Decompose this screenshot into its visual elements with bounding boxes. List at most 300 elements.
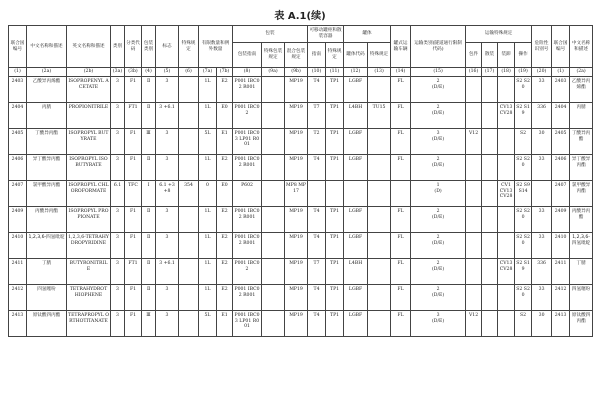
cn-name-cell: 丁酸异丙酯 (27, 129, 67, 155)
st-packages-cell (466, 77, 482, 103)
st-operation-cell: S2 S19 (515, 259, 532, 285)
st-packages-cell: V12 (466, 311, 482, 337)
header-packing-group: 包装类别 (142, 26, 156, 68)
page-title: 表 A.1(续) (274, 11, 326, 22)
transport-category-value: 3 (436, 313, 440, 318)
tank-special-cell (368, 259, 391, 285)
column-number: (1) (552, 68, 570, 77)
pt-instructions-cell: T4 (308, 207, 326, 233)
header-tank-code: 罐体代码 (344, 43, 368, 68)
un-number-repeat-cell: 2409 (552, 207, 570, 233)
en-name-cell: ISOPROPENYL ACETATE (67, 77, 111, 103)
cn-name-cell: 原钛酸四丙酯 (27, 311, 67, 337)
pkg-special-cell (262, 181, 285, 207)
st-bulk-cell (482, 129, 498, 155)
hazard-id-cell: 33 (532, 285, 552, 311)
un-number-cell: 2410 (9, 233, 27, 259)
pt-instructions-cell: T4 (308, 233, 326, 259)
un-number-cell: 2411 (9, 259, 27, 285)
tank-code-cell: LGBF (344, 207, 368, 233)
st-operation-cell: S2 (515, 311, 532, 337)
column-number: (14) (391, 68, 411, 77)
class-code-cell: F1 (125, 155, 142, 181)
pkg-instructions-cell: P001 IBC02 R001 (233, 233, 262, 259)
header-special-provisions: 特殊规定 (179, 26, 199, 68)
column-number: (5) (156, 68, 179, 77)
table-row (9, 77, 593, 103)
labels-cell: 3 (156, 129, 179, 155)
class-code-cell: F1 (125, 129, 142, 155)
column-number: (2a) (570, 68, 593, 77)
tank-code-cell: LGBF (344, 77, 368, 103)
cn-name-repeat-cell: 丙腈 (570, 103, 593, 129)
excepted-qty-cell: E2 (217, 233, 233, 259)
pt-special-cell: TP1 (326, 77, 344, 103)
special-provisions-cell (179, 77, 199, 103)
un-number-cell: 2413 (9, 311, 27, 337)
special-provisions-cell (179, 233, 199, 259)
tunnel-code-value: (D/E) (431, 110, 445, 116)
st-loading-cell (498, 233, 515, 259)
column-number: (2b) (67, 68, 111, 77)
mixed-packing-cell: MP19 (285, 103, 308, 129)
column-number: (3b) (125, 68, 142, 77)
limited-qty-cell: 1L (199, 233, 217, 259)
column-number-row (9, 68, 593, 77)
header-class: 类别 (111, 26, 125, 68)
vehicle-type-cell: FL (391, 155, 411, 181)
class-cell: 3 (111, 129, 125, 155)
class-cell: 3 (111, 207, 125, 233)
st-loading-cell (498, 207, 515, 233)
column-number: (19) (515, 68, 532, 77)
st-operation-cell: S2 S20 (515, 285, 532, 311)
header-cn-name-repeat: 中文名称和描述 (570, 26, 593, 68)
class-cell: 3 (111, 155, 125, 181)
pkg-instructions-cell: P001 IBC02 (233, 259, 262, 285)
tank-code-cell: L4BH (344, 259, 368, 285)
un-number-cell: 2403 (9, 77, 27, 103)
limited-qty-cell: 5L (199, 311, 217, 337)
st-operation-cell: S2 S20 (515, 207, 532, 233)
transport-category-cell (411, 285, 466, 311)
labels-cell: 3 (156, 311, 179, 337)
class-cell: 3 (111, 285, 125, 311)
excepted-qty-cell: E2 (217, 207, 233, 233)
limited-qty-cell: 1L (199, 285, 217, 311)
special-provisions-cell (179, 311, 199, 337)
transport-category-value: 2 (436, 261, 440, 266)
un-number-repeat-cell: 2405 (552, 129, 570, 155)
header-tank-special: 特殊规定 (368, 43, 391, 68)
special-provisions-cell (179, 285, 199, 311)
st-bulk-cell (482, 259, 498, 285)
pkg-instructions-cell: P001 IBC02 (233, 103, 262, 129)
packing-group-cell: Ⅱ (142, 285, 156, 311)
un-number-repeat-cell: 2412 (552, 285, 570, 311)
header-st-loading: 装卸 (498, 43, 515, 68)
mixed-packing-cell: MP19 (285, 285, 308, 311)
header-un-no-repeat: 联合国编号 (552, 26, 570, 68)
transport-category-value: 3 (436, 131, 440, 136)
pt-special-cell: TP1 (326, 311, 344, 337)
limited-qty-cell: 1L (199, 155, 217, 181)
header-class-code: 分类代码 (125, 26, 142, 68)
tank-code-cell (344, 181, 368, 207)
column-number: (18) (498, 68, 515, 77)
header-st-packages: 包件 (466, 43, 482, 68)
en-name-cell: ISOPROPYL BUTYRATE (67, 129, 111, 155)
special-provisions-cell (179, 103, 199, 129)
mixed-packing-cell: MP19 (285, 129, 308, 155)
cn-name-repeat-cell: 原钛酸四丙酯 (570, 311, 593, 337)
en-name-cell: ISOPROPYL ISOBUTYRATE (67, 155, 111, 181)
class-cell: 3 (111, 77, 125, 103)
table-row (9, 207, 593, 233)
class-code-cell: F1 (125, 77, 142, 103)
tank-special-cell (368, 77, 391, 103)
table-row (9, 233, 593, 259)
pkg-special-cell (262, 155, 285, 181)
st-packages-cell (466, 155, 482, 181)
mixed-packing-cell: MP19 (285, 259, 308, 285)
column-number: (17) (482, 68, 498, 77)
tunnel-code-value: (D/E) (431, 240, 445, 246)
table-row (9, 103, 593, 129)
dangerous-goods-table (8, 25, 593, 337)
cn-name-cell: 乙酸异丙烯酯 (27, 77, 67, 103)
packing-group-cell: Ⅱ (142, 207, 156, 233)
en-name-cell: 1,2,3,6-TETRAHYDROPYRIDINE (67, 233, 111, 259)
excepted-qty-cell: E0 (217, 181, 233, 207)
st-loading-cell: CV13 CV28 (498, 103, 515, 129)
st-packages-cell (466, 259, 482, 285)
limited-qty-cell: 1L (199, 103, 217, 129)
cn-name-repeat-cell: 丙酸异丙酯 (570, 207, 593, 233)
tunnel-code-value: (D/E) (431, 318, 445, 324)
tunnel-code-value: (D/E) (431, 136, 445, 142)
st-packages-cell (466, 233, 482, 259)
pt-instructions-cell: T7 (308, 103, 326, 129)
column-number: (2a) (27, 68, 67, 77)
hazard-id-cell: 30 (532, 311, 552, 337)
header-tanks: 罐体 (344, 26, 391, 43)
limited-qty-cell: 5L (199, 129, 217, 155)
special-provisions-cell: 354 (179, 181, 199, 207)
packing-group-cell: Ⅱ (142, 155, 156, 181)
class-code-cell: TFC (125, 181, 142, 207)
class-cell: 3 (111, 311, 125, 337)
un-number-cell: 2404 (9, 103, 27, 129)
pt-special-cell: TP1 (326, 207, 344, 233)
packing-group-cell: Ⅱ (142, 77, 156, 103)
column-number: (13) (368, 68, 391, 77)
pt-instructions-cell: T7 (308, 259, 326, 285)
pt-special-cell: TP1 (326, 259, 344, 285)
mixed-packing-cell: MP19 (285, 311, 308, 337)
en-name-cell: PROPIONITRILE (67, 103, 111, 129)
column-number: (3a) (111, 68, 125, 77)
mixed-packing-cell: MP8 MP17 (285, 181, 308, 207)
tank-special-cell (368, 233, 391, 259)
st-operation-cell: S2 (515, 129, 532, 155)
excepted-qty-cell: E2 (217, 77, 233, 103)
class-cell: 6.1 (111, 181, 125, 207)
tank-special-cell: TU15 (368, 103, 391, 129)
labels-cell: 6.1 +3 +8 (156, 181, 179, 207)
hazard-id-cell: 336 (532, 103, 552, 129)
un-number-repeat-cell: 2403 (552, 77, 570, 103)
transport-category-value: 2 (436, 287, 440, 292)
tank-special-cell (368, 181, 391, 207)
st-bulk-cell (482, 181, 498, 207)
labels-cell: 3 (156, 207, 179, 233)
vehicle-type-cell: FL (391, 103, 411, 129)
tank-special-cell (368, 129, 391, 155)
un-number-cell: 2406 (9, 155, 27, 181)
st-loading-cell (498, 285, 515, 311)
pt-special-cell (326, 181, 344, 207)
tank-special-cell (368, 207, 391, 233)
pt-instructions-cell: T4 (308, 311, 326, 337)
un-number-cell: 2407 (9, 181, 27, 207)
excepted-qty-cell: E2 (217, 259, 233, 285)
st-packages-cell (466, 207, 482, 233)
hazard-id-cell: 33 (532, 77, 552, 103)
header-transport-category: 运输类别(隧道通行限制代码) (411, 26, 466, 68)
column-number: (6) (179, 68, 199, 77)
vehicle-type-cell: FL (391, 233, 411, 259)
labels-cell: 3 (156, 285, 179, 311)
pkg-special-cell (262, 129, 285, 155)
st-loading-cell: CV1 CV13 CV28 (498, 181, 515, 207)
table-row (9, 259, 593, 285)
packing-group-cell: Ⅱ (142, 259, 156, 285)
class-code-cell: FT1 (125, 259, 142, 285)
vehicle-type-cell (391, 181, 411, 207)
class-code-cell: F1 (125, 207, 142, 233)
header-special-transport: 运输特殊规定 (466, 26, 532, 43)
column-number: (10) (308, 68, 326, 77)
transport-category-cell (411, 233, 466, 259)
pt-instructions-cell (308, 181, 326, 207)
un-number-cell: 2409 (9, 207, 27, 233)
excepted-qty-cell: E2 (217, 285, 233, 311)
table-row (9, 155, 593, 181)
column-number: (15) (411, 68, 466, 77)
class-code-cell: FT1 (125, 103, 142, 129)
st-bulk-cell (482, 285, 498, 311)
pt-special-cell: TP1 (326, 129, 344, 155)
en-name-cell: TETRAPROPYL ORTHOTITANATE (67, 311, 111, 337)
un-number-repeat-cell: 2407 (552, 181, 570, 207)
transport-category-cell (411, 155, 466, 181)
un-number-repeat-cell: 2406 (552, 155, 570, 181)
pt-special-cell: TP1 (326, 285, 344, 311)
column-number: (8) (233, 68, 262, 77)
limited-qty-cell: 1L (199, 77, 217, 103)
pkg-special-cell (262, 311, 285, 337)
column-number: (1) (9, 68, 27, 77)
special-provisions-cell (179, 129, 199, 155)
en-name-cell: ISOPROPYL PROPIONATE (67, 207, 111, 233)
class-cell: 3 (111, 103, 125, 129)
excepted-qty-cell: E2 (217, 155, 233, 181)
vehicle-type-cell: FL (391, 285, 411, 311)
cn-name-repeat-cell: 四氢噻吩 (570, 285, 593, 311)
labels-cell: 3 (156, 77, 179, 103)
pkg-special-cell (262, 103, 285, 129)
labels-cell: 3 (156, 233, 179, 259)
column-number: (16) (466, 68, 482, 77)
table-row (9, 285, 593, 311)
transport-category-cell (411, 77, 466, 103)
column-number: (12) (344, 68, 368, 77)
header-st-bulk: 散装 (482, 43, 498, 68)
cn-name-repeat-cell: 丁酸异丙酯 (570, 129, 593, 155)
un-number-cell: 2405 (9, 129, 27, 155)
column-number: (20) (532, 68, 552, 77)
excepted-qty-cell: E0 (217, 103, 233, 129)
class-cell: 3 (111, 259, 125, 285)
un-number-repeat-cell: 2404 (552, 103, 570, 129)
st-bulk-cell (482, 207, 498, 233)
table-row (9, 181, 593, 207)
mixed-packing-cell: MP19 (285, 77, 308, 103)
pkg-instructions-cell: P001 IBC03 LP01 R001 (233, 311, 262, 337)
excepted-qty-cell: E1 (217, 311, 233, 337)
table-body (9, 77, 593, 337)
header-portable-tanks: 可移动罐柜和散装容器 (308, 26, 344, 43)
header-labels: 标志 (156, 26, 179, 68)
pt-special-cell: TP1 (326, 233, 344, 259)
pkg-special-cell (262, 233, 285, 259)
transport-category-cell (411, 259, 466, 285)
class-code-cell: F1 (125, 233, 142, 259)
vehicle-type-cell: FL (391, 311, 411, 337)
pt-instructions-cell: T4 (308, 77, 326, 103)
cn-name-cell: 氯甲酸异丙酯 (27, 181, 67, 207)
tank-special-cell (368, 155, 391, 181)
pt-instructions-cell: T2 (308, 129, 326, 155)
column-number: (4) (142, 68, 156, 77)
cn-name-cell: 1,2,3,6-四氢吡啶 (27, 233, 67, 259)
st-bulk-cell (482, 103, 498, 129)
header-mixed-packing: 混合包装规定 (285, 43, 308, 68)
transport-category-value: 2 (436, 209, 440, 214)
mixed-packing-cell: MP19 (285, 155, 308, 181)
mixed-packing-cell: MP19 (285, 207, 308, 233)
st-bulk-cell (482, 233, 498, 259)
column-number: (9b) (285, 68, 308, 77)
pkg-instructions-cell: P602 (233, 181, 262, 207)
transport-category-value: 2 (436, 157, 440, 162)
tank-code-cell: LGBF (344, 285, 368, 311)
st-packages-cell (466, 181, 482, 207)
labels-cell: 3 (156, 155, 179, 181)
header-st-operation: 操作 (515, 43, 532, 68)
st-packages-cell (466, 285, 482, 311)
cn-name-repeat-cell: 氯甲酸异丙酯 (570, 181, 593, 207)
table-row (9, 129, 593, 155)
tank-code-cell: LGBF (344, 311, 368, 337)
excepted-qty-cell: E1 (217, 129, 233, 155)
pkg-special-cell (262, 285, 285, 311)
transport-category-value: 1 (436, 183, 440, 188)
st-loading-cell: CV13 CV28 (498, 259, 515, 285)
header-packaging: 包装 (233, 26, 308, 43)
st-packages-cell: V12 (466, 129, 482, 155)
header-en-name: 英文名称和描述 (67, 26, 111, 68)
limited-qty-cell: 1L (199, 207, 217, 233)
tunnel-code-value: (D/E) (431, 266, 445, 272)
st-loading-cell (498, 311, 515, 337)
pkg-special-cell (262, 259, 285, 285)
class-cell: 3 (111, 233, 125, 259)
cn-name-repeat-cell: 乙酸异丙烯酯 (570, 77, 593, 103)
st-bulk-cell (482, 155, 498, 181)
header-vehicle-type: 罐式运输车辆 (391, 26, 411, 68)
pkg-special-cell (262, 207, 285, 233)
tank-code-cell: L4BH (344, 103, 368, 129)
class-code-cell: F1 (125, 311, 142, 337)
header-cn-name: 中文名称和描述 (27, 26, 67, 68)
tunnel-code-value: (D/E) (431, 84, 445, 90)
packing-group-cell: Ⅰ (142, 181, 156, 207)
column-number: (7a) (199, 68, 217, 77)
en-name-cell: BUTYRONITRILE (67, 259, 111, 285)
pt-instructions-cell: T4 (308, 155, 326, 181)
header-pkg-special: 特殊包装规定 (262, 43, 285, 68)
pt-instructions-cell: T4 (308, 285, 326, 311)
labels-cell: 3 +6.1 (156, 103, 179, 129)
cn-name-repeat-cell: 丁腈 (570, 259, 593, 285)
special-provisions-cell (179, 155, 199, 181)
un-number-repeat-cell: 2410 (552, 233, 570, 259)
st-operation-cell: S2 S9 S14 (515, 181, 532, 207)
st-bulk-cell (482, 311, 498, 337)
header-pt-instructions: 指南 (308, 43, 326, 68)
transport-category-value: 2 (436, 235, 440, 240)
transport-category-cell (411, 311, 466, 337)
pkg-instructions-cell: P001 IBC02 R001 (233, 207, 262, 233)
column-number: (7b) (217, 68, 233, 77)
transport-category-cell (411, 103, 466, 129)
st-packages-cell (466, 103, 482, 129)
tank-code-cell: LGBF (344, 129, 368, 155)
header-pkg-instructions: 包装指南 (233, 43, 262, 68)
pt-special-cell: TP1 (326, 155, 344, 181)
pkg-special-cell (262, 77, 285, 103)
un-number-cell: 2412 (9, 285, 27, 311)
transport-category-cell (411, 129, 466, 155)
header-pt-special: 特殊规定 (326, 43, 344, 68)
hazard-id-cell: 33 (532, 233, 552, 259)
vehicle-type-cell: FL (391, 129, 411, 155)
pkg-instructions-cell: P001 IBC02 R001 (233, 77, 262, 103)
limited-qty-cell: 0 (199, 181, 217, 207)
transport-category-cell (411, 207, 466, 233)
cn-name-cell: 异丁酸异丙酯 (27, 155, 67, 181)
table-row (9, 311, 593, 337)
st-operation-cell: S2 S20 (515, 77, 532, 103)
class-code-cell: F1 (125, 285, 142, 311)
tank-special-cell (368, 311, 391, 337)
st-loading-cell (498, 129, 515, 155)
header-hazard-id: 危险性识别号 (532, 26, 552, 68)
header-un-no: 联合国编号 (9, 26, 27, 68)
cn-name-repeat-cell: 异丁酸异丙酯 (570, 155, 593, 181)
